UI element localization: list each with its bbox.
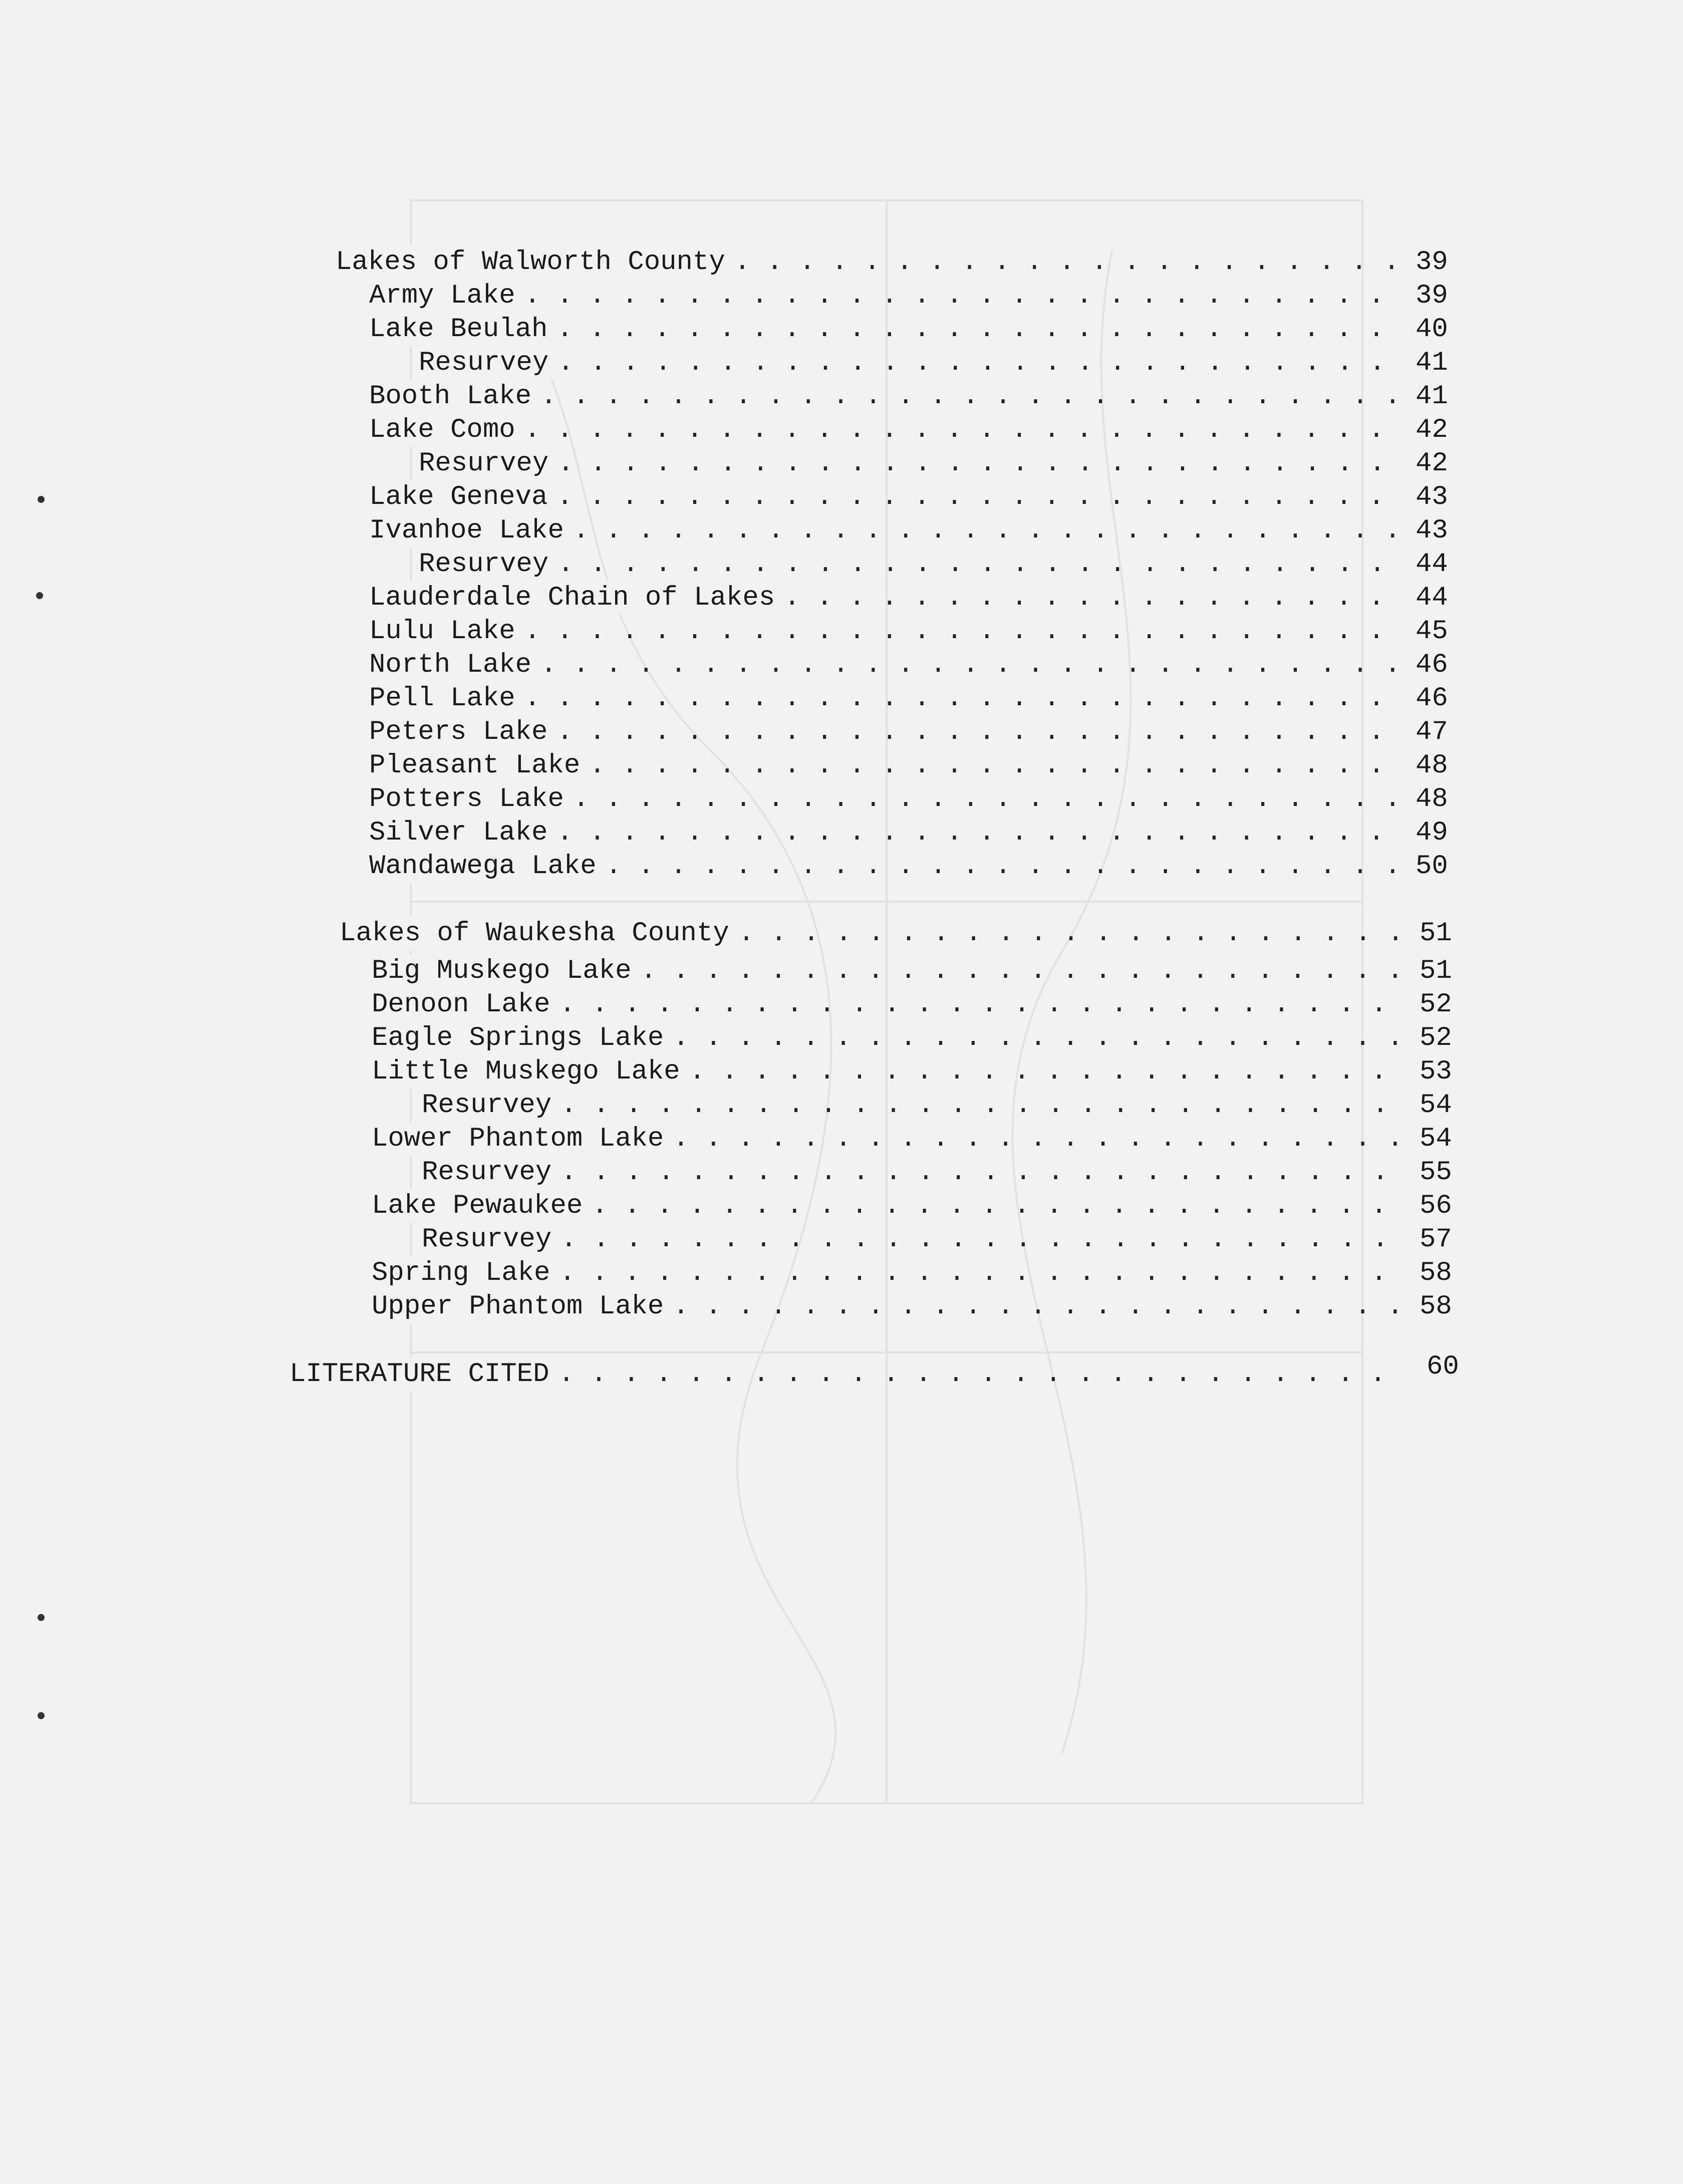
- dot-leader: [606, 850, 1402, 883]
- toc-heading-label: Lakes of Walworth County: [336, 245, 734, 279]
- toc-entry: [369, 514, 1402, 548]
- toc-entry: [372, 1189, 1402, 1223]
- toc-heading-label: Lakes of Waukesha County: [340, 917, 738, 950]
- toc-page-number: 47: [1416, 717, 1448, 747]
- toc-entry-label: Little Muskego Lake: [372, 1055, 689, 1088]
- dot-leader: [673, 1122, 1402, 1156]
- toc-entry-label: Peters Lake: [369, 715, 556, 749]
- toc-entry: [369, 413, 1402, 447]
- margin-dot: [38, 1614, 45, 1621]
- toc-page-number: 50: [1416, 851, 1448, 882]
- toc-page-number: 40: [1416, 314, 1448, 345]
- toc-entry-label: Lake Pewaukee: [372, 1189, 592, 1223]
- toc-page-number: 58: [1420, 1258, 1452, 1288]
- dot-leader: [640, 954, 1402, 988]
- toc-entry: [369, 850, 1402, 883]
- dot-leader: [559, 1256, 1402, 1290]
- toc-entry-label: Resurvey: [422, 1156, 560, 1189]
- toc-subentry: [422, 1223, 1402, 1256]
- toc-entry: [372, 1055, 1402, 1088]
- toc-page-number: 46: [1416, 650, 1448, 680]
- toc-entry-label: Ivanhoe Lake: [369, 514, 573, 548]
- margin-dot: [36, 592, 43, 599]
- toc-entry: [372, 1122, 1402, 1156]
- toc-page-number: 58: [1420, 1291, 1452, 1322]
- toc-subentry: [419, 447, 1402, 480]
- dot-leader: [560, 1088, 1402, 1122]
- dot-leader: [673, 1021, 1402, 1055]
- margin-dot: [38, 1712, 45, 1719]
- toc-page-number: 45: [1416, 616, 1448, 647]
- toc-entry-label: Lulu Lake: [369, 615, 524, 648]
- toc-page-number: 44: [1416, 583, 1448, 613]
- toc-heading-label: LITERATURE CITED: [290, 1357, 558, 1391]
- dot-leader: [524, 615, 1402, 648]
- dot-leader: [556, 816, 1402, 850]
- toc-subentry: [422, 1156, 1402, 1189]
- dot-leader: [557, 548, 1402, 581]
- dot-leader: [673, 1290, 1402, 1323]
- toc-entry: [369, 782, 1402, 816]
- toc-subentry: [419, 548, 1402, 581]
- toc-entry-label: Potters Lake: [369, 782, 573, 816]
- toc-page-number: 54: [1420, 1090, 1452, 1121]
- toc-entry: [369, 581, 1402, 615]
- toc-entry: [369, 648, 1402, 682]
- toc-entry-label: Upper Phantom Lake: [372, 1290, 673, 1323]
- dot-leader: [540, 648, 1402, 682]
- toc-page-number: 44: [1416, 549, 1448, 580]
- dot-leader: [559, 988, 1402, 1021]
- toc-entry: [369, 682, 1402, 715]
- toc-entry: [372, 1021, 1402, 1055]
- dot-leader: [573, 514, 1402, 548]
- dot-leader: [557, 346, 1402, 380]
- toc-entry-label: Army Lake: [369, 279, 524, 313]
- toc-heading-literature: [290, 1357, 1402, 1391]
- toc-subentry: [422, 1088, 1402, 1122]
- dot-leader: [589, 749, 1402, 782]
- toc-page-number: 56: [1420, 1191, 1452, 1221]
- dot-leader: [560, 1156, 1402, 1189]
- toc-page-number: 39: [1416, 247, 1448, 278]
- toc-heading-walworth: [336, 245, 1402, 279]
- toc-entry-label: Booth Lake: [369, 380, 540, 413]
- toc-page-number: 42: [1416, 415, 1448, 445]
- toc-page-number: 51: [1420, 956, 1452, 986]
- toc-page-number: 41: [1416, 381, 1448, 412]
- toc-entry-label: Big Muskego Lake: [372, 954, 640, 988]
- toc-page-number: 42: [1416, 448, 1448, 479]
- toc-entry: [372, 954, 1402, 988]
- toc-entry-label: Pell Lake: [369, 682, 524, 715]
- dot-leader: [556, 480, 1402, 514]
- dot-leader: [524, 413, 1402, 447]
- dot-leader: [573, 782, 1402, 816]
- toc-entry-label: Resurvey: [422, 1088, 560, 1122]
- dot-leader: [557, 447, 1402, 480]
- toc-entry-label: Resurvey: [419, 447, 557, 480]
- toc-entry: [372, 1290, 1402, 1323]
- toc-page-number: 60: [1427, 1351, 1459, 1382]
- toc-entry: [372, 988, 1402, 1021]
- toc-entry-label: Eagle Springs Lake: [372, 1021, 673, 1055]
- dot-leader: [784, 581, 1402, 615]
- dot-leader: [734, 245, 1402, 279]
- toc-entry-label: Pleasant Lake: [369, 749, 589, 782]
- toc-entry-label: Spring Lake: [372, 1256, 559, 1290]
- toc-heading-waukesha: [340, 917, 1402, 950]
- toc-entry-label: Lake Geneva: [369, 480, 556, 514]
- dot-leader: [558, 1357, 1402, 1391]
- toc-entry: [369, 615, 1402, 648]
- dot-leader: [540, 380, 1402, 413]
- toc-entry: [369, 749, 1402, 782]
- toc-page-number: 51: [1420, 918, 1452, 949]
- toc-page-number: 48: [1416, 750, 1448, 781]
- toc-page-number: 41: [1416, 348, 1448, 378]
- toc-page-number: 43: [1416, 515, 1448, 546]
- toc-page-number: 54: [1420, 1124, 1452, 1154]
- toc-entry-label: Denoon Lake: [372, 988, 559, 1021]
- toc-page-number: 49: [1416, 817, 1448, 848]
- toc-entry: [369, 380, 1402, 413]
- toc-entry-label: Wandawega Lake: [369, 850, 606, 883]
- dot-leader: [524, 279, 1402, 313]
- toc-entry: [372, 1256, 1402, 1290]
- toc-entry-label: Lake Beulah: [369, 313, 556, 346]
- toc-page-number: 52: [1420, 989, 1452, 1020]
- toc-page-number: 52: [1420, 1023, 1452, 1053]
- toc-page-number: 39: [1416, 281, 1448, 311]
- toc-entry-label: Silver Lake: [369, 816, 556, 850]
- toc-entry-label: North Lake: [369, 648, 540, 682]
- toc-entry: [369, 816, 1402, 850]
- toc-entry: [369, 715, 1402, 749]
- toc-subentry: [419, 346, 1402, 380]
- toc-page-number: 57: [1420, 1224, 1452, 1255]
- dot-leader: [592, 1189, 1402, 1223]
- toc-entry-label: Lower Phantom Lake: [372, 1122, 673, 1156]
- toc-entry: [369, 279, 1402, 313]
- dot-leader: [738, 917, 1402, 950]
- toc-page-number: 48: [1416, 784, 1448, 814]
- toc-page-number: 55: [1420, 1157, 1452, 1188]
- toc-page-number: 53: [1420, 1056, 1452, 1087]
- toc-entry: [369, 313, 1402, 346]
- toc-entry-label: Lauderdale Chain of Lakes: [369, 581, 784, 615]
- dot-leader: [556, 715, 1402, 749]
- toc-entry-label: Resurvey: [419, 548, 557, 581]
- margin-dot: [38, 496, 45, 503]
- dot-leader: [524, 682, 1402, 715]
- dot-leader: [556, 313, 1402, 346]
- toc-entry: [369, 480, 1402, 514]
- toc-page-number: 43: [1416, 482, 1448, 512]
- toc-entry-label: Resurvey: [422, 1223, 560, 1256]
- dot-leader: [689, 1055, 1402, 1088]
- dot-leader: [560, 1223, 1402, 1256]
- toc-page-number: 46: [1416, 683, 1448, 714]
- toc-entry-label: Resurvey: [419, 346, 557, 380]
- toc-entry-label: Lake Como: [369, 413, 524, 447]
